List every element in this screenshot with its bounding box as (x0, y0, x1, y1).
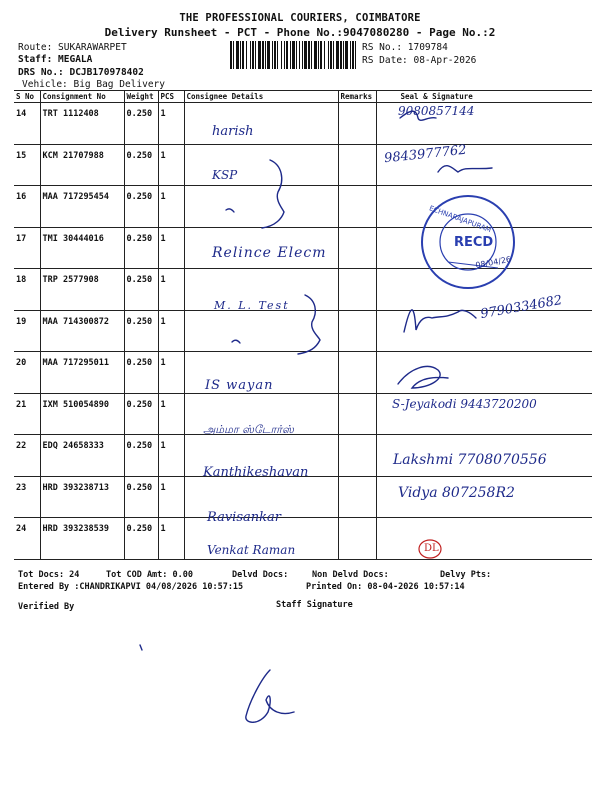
consignee-handwriting: Kanthikeshavan (203, 465, 309, 480)
runsheet-title: Delivery Runsheet - PCT - Phone No.:9047080280 - Page No.:2 (104, 26, 496, 39)
consignee-handwriting: IS wayan (205, 378, 274, 393)
col-weight: Weight (124, 91, 158, 103)
weight-cell: 0.250 (124, 393, 158, 435)
sno-cell: 21 (14, 393, 40, 435)
stamp-ring-text: ECHNARAJAPURAM (428, 204, 493, 235)
consignee-handwriting: Relince Elecm (212, 245, 327, 261)
consignment-cell: TMI 30444016 (40, 227, 124, 269)
consignment-cell: TRT 1112408 (40, 103, 124, 145)
tot-docs: Tot Docs: 24 (18, 570, 80, 580)
sno-cell: 17 (14, 227, 40, 269)
weight-cell: 0.250 (124, 435, 158, 477)
entered-by: Entered By :CHANDRIKAPVI 04/08/2026 10:57:15 (18, 582, 244, 592)
consignee-handwriting: KSP (212, 168, 238, 182)
sno-cell: 15 (14, 144, 40, 186)
consignee-handwriting: Ravisankar (207, 510, 281, 525)
bracket-mark (298, 295, 320, 354)
pcs-cell: 1 (158, 393, 184, 435)
consignment-cell: TRP 2577908 (40, 269, 124, 311)
consignment-cell: IXM 510054890 (40, 393, 124, 435)
pcs-cell: 1 (158, 103, 184, 145)
signature-scribble (246, 670, 294, 722)
signature-scribble (400, 111, 436, 120)
printed-on: Printed On: 08-04-2026 10:57:14 (306, 582, 465, 592)
weight-cell: 0.250 (124, 352, 158, 394)
weight-cell: 0.250 (124, 476, 158, 518)
vehicle-label: Vehicle: Big Bag Delivery (22, 79, 165, 90)
stamp-date: 08/04/26 (474, 254, 512, 270)
tot-cod-amount: Tot COD Amt: 0.00 (106, 570, 193, 580)
rs-date: RS Date: 08-Apr-2026 (362, 55, 477, 66)
sno-cell: 24 (14, 518, 40, 560)
consignment-cell: MAA 717295454 (40, 186, 124, 228)
weight-cell: 0.250 (124, 186, 158, 228)
pcs-cell: 1 (158, 352, 184, 394)
signature-handwriting: Vidya 807258R2 (398, 485, 515, 501)
dl-circle (419, 540, 441, 558)
signature-scribble (438, 166, 492, 172)
non-delivered-docs: Non Delvd Docs: (312, 570, 389, 580)
signature-scribble (404, 310, 476, 332)
weight-cell: 0.250 (124, 144, 158, 186)
sno-cell: 22 (14, 435, 40, 477)
weight-cell: 0.250 (124, 310, 158, 352)
consignee-handwriting: அம்மா ஸ்டோர்ஸ் (203, 423, 294, 436)
verified-by-label: Verified By (18, 602, 75, 612)
col-consignment: Consignment No (40, 91, 124, 103)
consignment-cell: EDQ 24658333 (40, 435, 124, 477)
consignee-handwriting: Venkat Raman (207, 543, 296, 557)
stamp-center-text: RECD (454, 235, 494, 250)
consignment-cell: HRD 393238713 (40, 476, 124, 518)
signature-handwriting: 9080857144 (398, 104, 475, 118)
tick-mark (226, 209, 234, 212)
consignee-handwriting: M. L. Test (214, 299, 290, 312)
pcs-cell: 1 (158, 227, 184, 269)
signature-scribble (398, 366, 448, 388)
sno-cell: 18 (14, 269, 40, 311)
col-consignee: Consignee Details (184, 91, 338, 103)
delivered-docs: Delvd Docs: (232, 570, 289, 580)
pcs-cell: 1 (158, 269, 184, 311)
route-label: Route: SUKARAWARPET (18, 42, 127, 53)
dl-mark: DL (424, 543, 439, 554)
staff-label: Staff: MEGALA (18, 54, 93, 65)
pcs-cell: 1 (158, 144, 184, 186)
signature-handwriting: Lakshmi 7708070556 (393, 452, 547, 468)
weight-cell: 0.250 (124, 227, 158, 269)
consignee-handwriting: harish (212, 124, 254, 139)
sno-cell: 16 (14, 186, 40, 228)
staff-signature-label: Staff Signature (276, 600, 353, 610)
col-remarks: Remarks (338, 91, 376, 103)
col-sno: S No (14, 91, 40, 103)
consignment-cell: HRD 393238539 (40, 518, 124, 560)
delivery-points: Delvy Pts: (440, 570, 492, 580)
pcs-cell: 1 (158, 518, 184, 560)
consignment-cell: MAA 717295011 (40, 352, 124, 394)
company-title: THE PROFESSIONAL COURIERS, COIMBATORE (179, 12, 421, 24)
pcs-cell: 1 (158, 186, 184, 228)
drs-number: DRS No.: DCJB170978402 (18, 67, 144, 78)
sno-cell: 19 (14, 310, 40, 352)
consignment-cell: KCM 21707988 (40, 144, 124, 186)
signature-scribble (140, 645, 142, 650)
signature-handwriting: S-Jeyakodi 9443720200 (392, 397, 537, 411)
sno-cell: 23 (14, 476, 40, 518)
pcs-cell: 1 (158, 435, 184, 477)
pcs-cell: 1 (158, 310, 184, 352)
col-pcs: PCS (158, 91, 184, 103)
sno-cell: 20 (14, 352, 40, 394)
consignment-cell: MAA 714300872 (40, 310, 124, 352)
signature-handwriting: 9790334682 (479, 292, 564, 323)
sno-cell: 14 (14, 103, 40, 145)
weight-cell: 0.250 (124, 269, 158, 311)
tick-mark (232, 340, 240, 343)
weight-cell: 0.250 (124, 103, 158, 145)
col-signature: Seal & Signature (376, 91, 592, 103)
weight-cell: 0.250 (124, 518, 158, 560)
bracket-mark (262, 160, 284, 228)
pcs-cell: 1 (158, 476, 184, 518)
signature-handwriting: 9843977762 (383, 142, 468, 167)
rs-number: RS No.: 1709784 (362, 42, 448, 53)
